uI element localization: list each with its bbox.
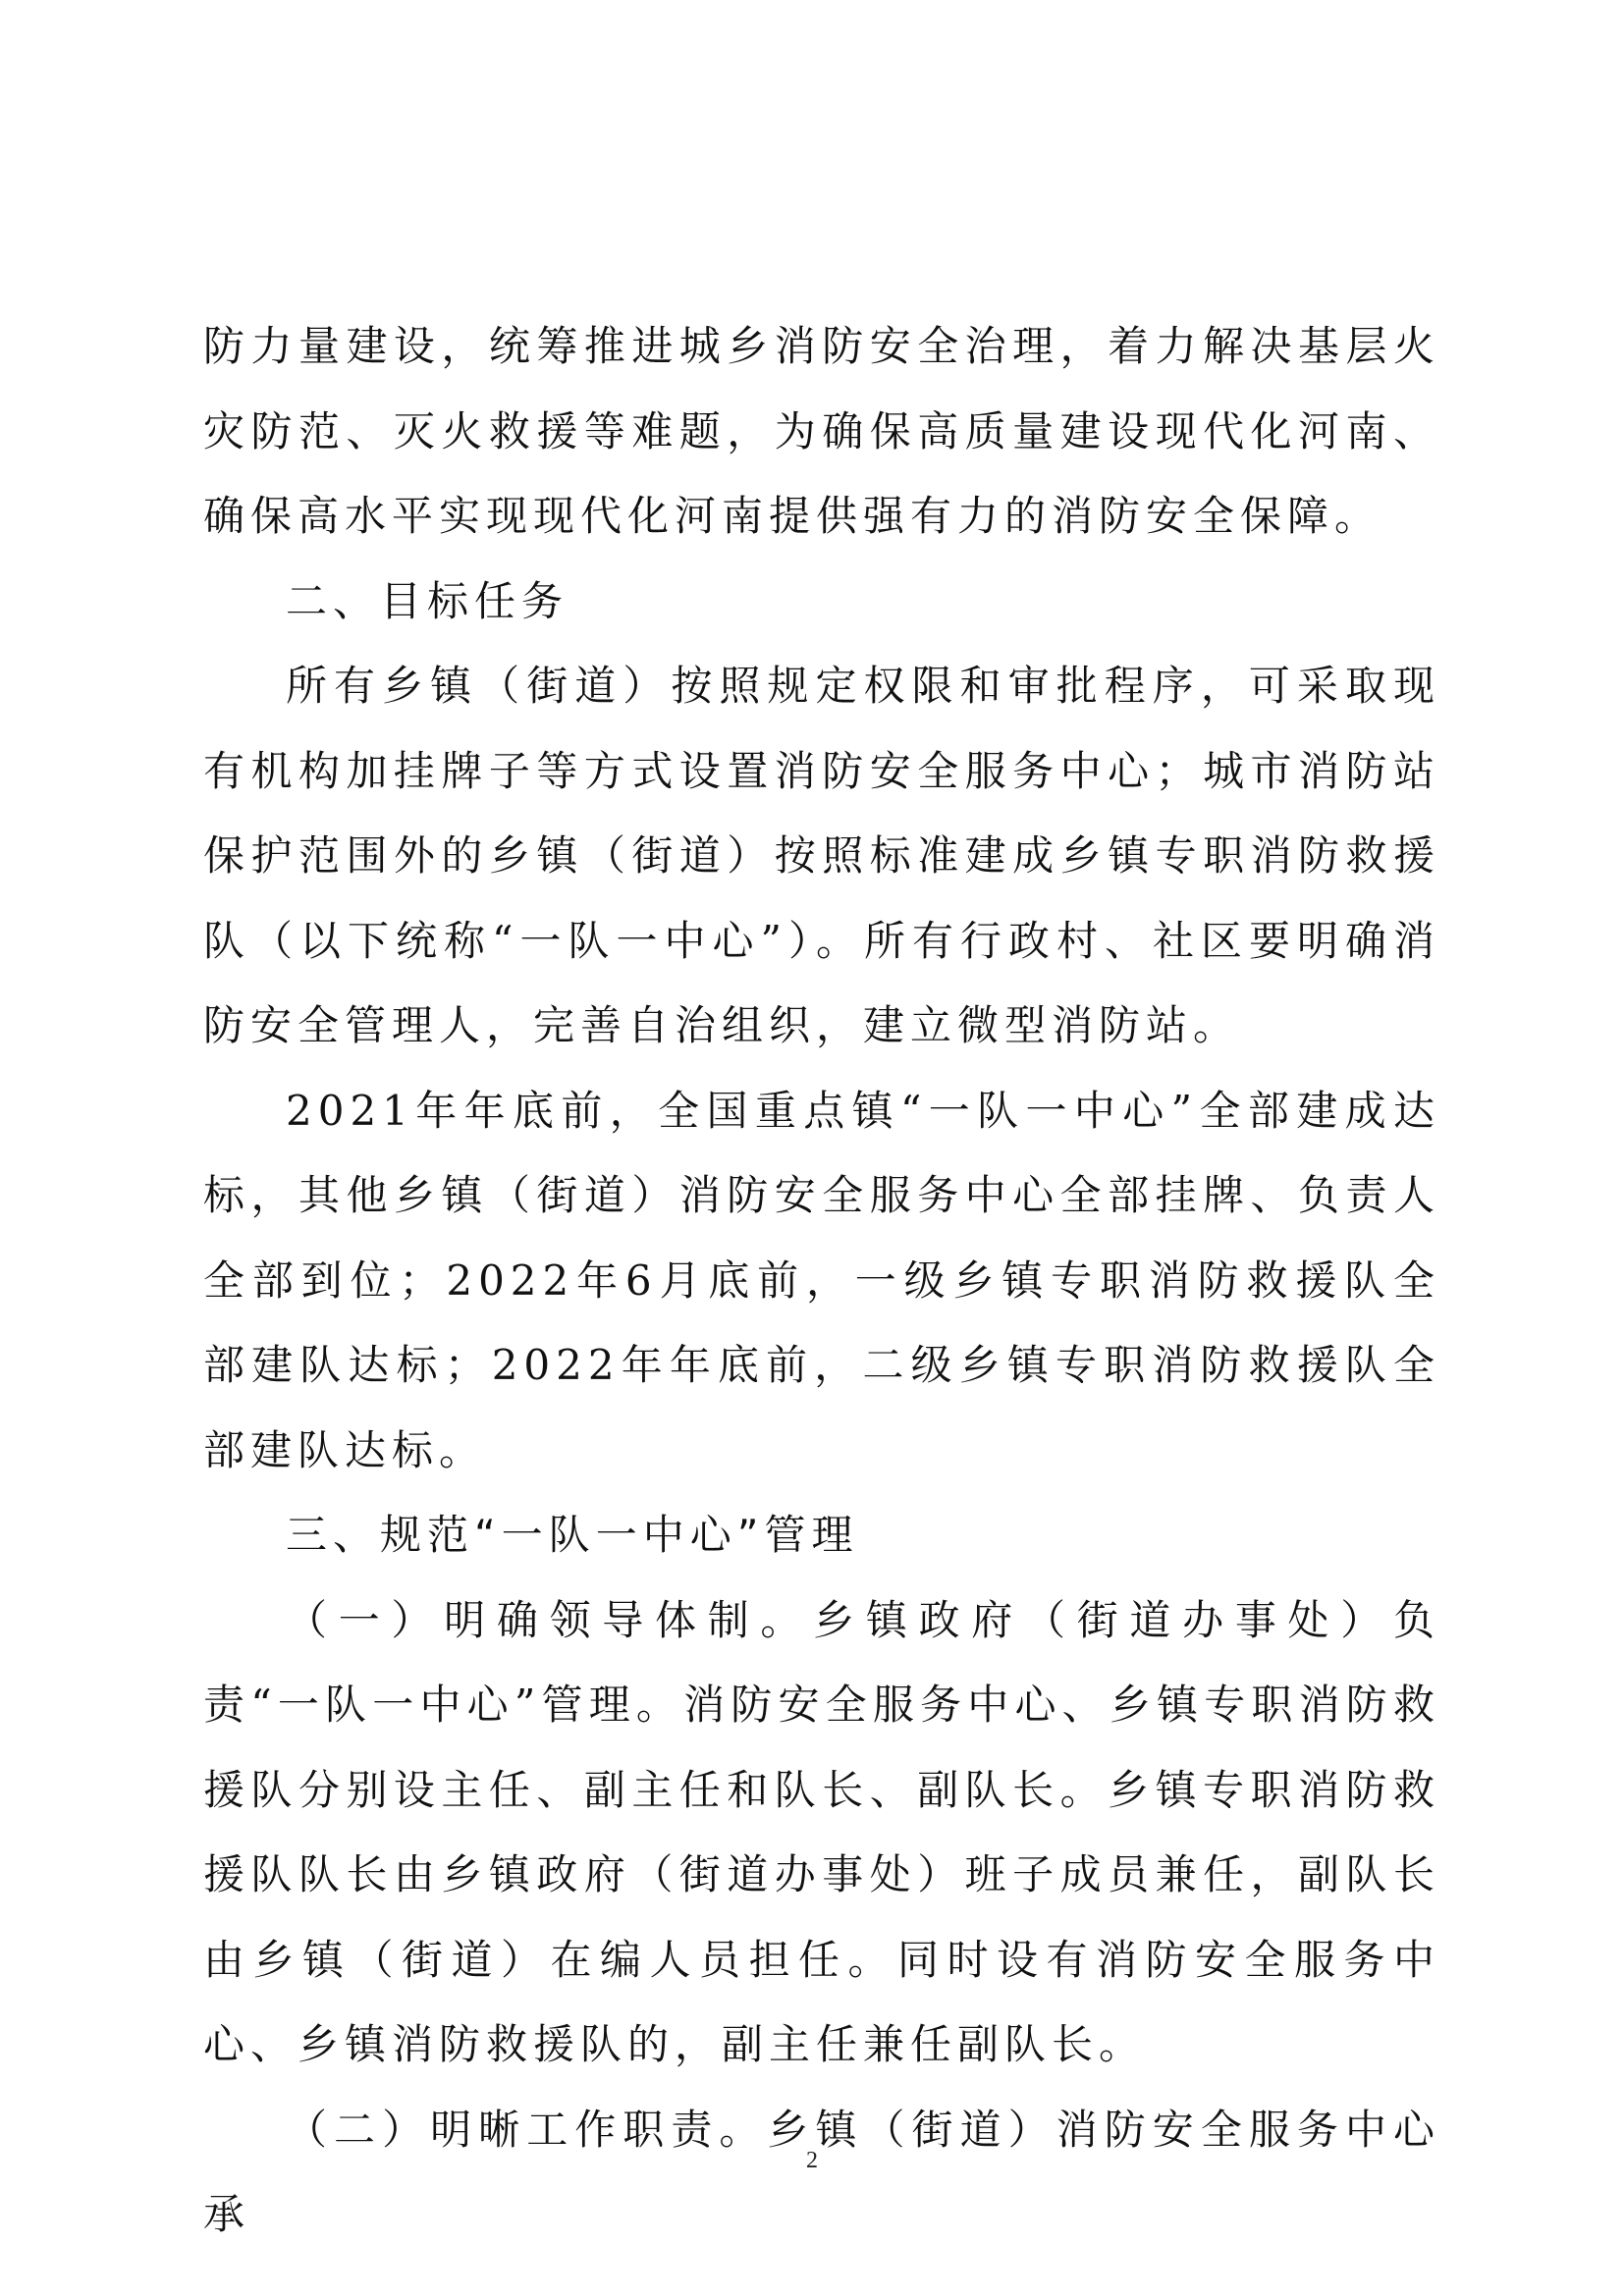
paragraph-work-duties: （二）明晰工作职责。乡镇（街道）消防安全服务中心承 [203,2105,1440,2238]
paragraph-targets-scope: 所有乡镇（街道）按照规定权限和审批程序，可采取现有机构加挂牌子等方式设置消防安全服务中心；城市消防站保护范围外的乡镇（街道）按照标准建成乡镇专职消防救援队（以下统称“一队一中心”）。所有行政村、社区要明确消防安全管理人，完善自治组织，建立微型消防站。 [203,662,1440,1049]
paragraph-leadership-system: （一）明确领导体制。乡镇政府（街道办事处）负责“一队一中心”管理。消防安全服务中心、乡镇专职消防救援队分别设主任、副主任和队长、副队长。乡镇专职消防救援队队长由乡镇政府（街道办事处）班子成员兼任，副队长由乡镇（街道）在编人员担任。同时设有消防安全服务中心、乡镇消防救援队的，副主任兼任副队长。 [203,1595,1440,2068]
paragraph-intro-continuation: 防力量建设，统筹推进城乡消防安全治理，着力解决基层火灾防范、灭火救援等难题，为确保高质量建设现代化河南、确保高水平实现现代化河南提供强有力的消防安全保障。 [203,322,1440,540]
section-heading-targets: 二、目标任务 [286,576,569,625]
paragraph-targets-timeline: 2021年年底前，全国重点镇“一队一中心”全部建成达标，其他乡镇（街道）消防安全服务中心全部挂牌、负责人全部到位；2022年6月底前，一级乡镇专职消防救援队全部建队达标；2022年年底前，二级乡镇专职消防救援队全部建队达标。 [203,1086,1440,1474]
section-heading-management: 三、规范“一队一中心”管理 [286,1511,859,1559]
page-number: 2 [806,2148,818,2173]
document-body [203,304,1440,2258]
